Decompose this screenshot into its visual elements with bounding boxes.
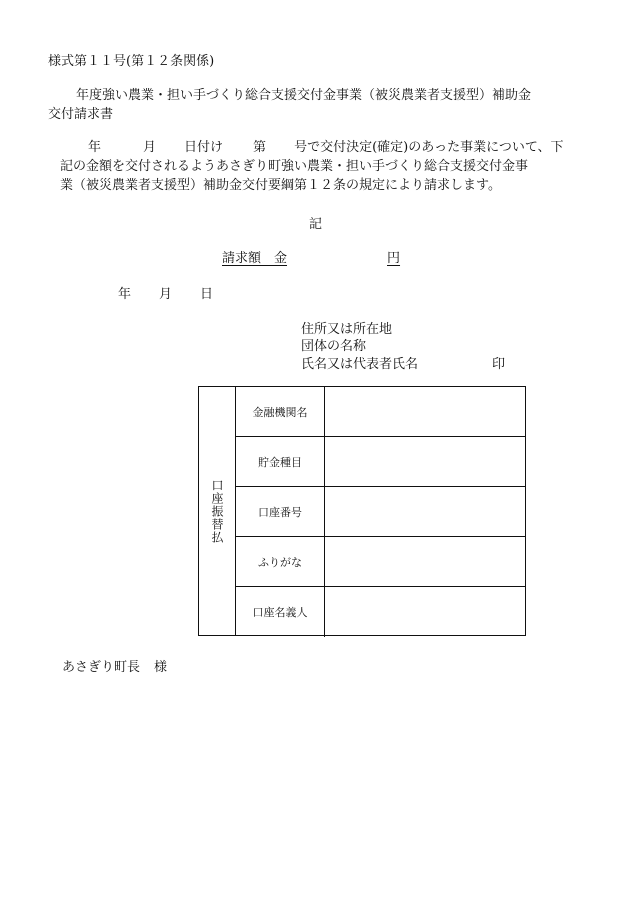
bank-furigana-field[interactable] — [325, 537, 525, 586]
bank-row-institution — [236, 387, 525, 437]
claim-amount-line — [222, 247, 400, 266]
bank-transfer-table — [198, 386, 526, 636]
bank-row-label: 金融機関名 — [236, 387, 325, 436]
bank-transfer-vertical-text: 口座振替払 — [210, 478, 224, 544]
form-number: 様式第１１号(第１２条関係) — [48, 54, 215, 69]
body-line-2: 記の金額を交付されるようあさぎり町強い農業・担い手づくり総合支援交付金事 — [60, 159, 529, 174]
claim-date — [118, 283, 213, 302]
bank-row-furigana — [236, 537, 525, 587]
bank-row-account-number — [236, 487, 525, 537]
body-month: 月 — [143, 140, 157, 155]
applicant-address-label: 住所又は所在地 — [301, 322, 393, 337]
body-dai: 第 — [253, 140, 267, 155]
applicant-name-label: 氏名又は代表者氏名 — [301, 357, 419, 372]
claim-date-month: 月 — [159, 287, 173, 302]
bank-row-label: 口座番号 — [236, 487, 325, 536]
addressee-name: あさぎり町長 — [62, 660, 141, 675]
body-line-1 — [48, 138, 593, 157]
claim-date-day: 日 — [200, 287, 214, 302]
bank-row-label: 貯金種目 — [236, 437, 325, 486]
seal-mark: 印 — [492, 357, 506, 372]
body-paragraph — [48, 138, 593, 195]
body-line-3: 業（被災農業者支援型）補助金交付要綱第１２条の規定により請求します。 — [60, 178, 501, 193]
document-title-line-1: 年度強い農業・担い手づくり総合支援交付金事業（被災農業者支援型）補助金 — [76, 88, 532, 103]
bank-account-type-field[interactable] — [325, 437, 525, 486]
bank-transfer-vertical-label — [199, 387, 236, 635]
bank-row-label: 口座名義人 — [236, 587, 325, 637]
document-title-line-2: 交付請求書 — [48, 107, 114, 122]
claim-date-year: 年 — [118, 287, 132, 302]
body-line-1-rest: 号で交付決定(確定)のあった事業について、下 — [294, 140, 564, 155]
bank-account-holder-field[interactable] — [325, 587, 525, 637]
document-title — [48, 86, 588, 124]
bank-row-label: ふりがな — [236, 537, 325, 586]
addressee — [62, 656, 167, 675]
body-dated: 日付け — [184, 140, 224, 155]
bank-row-account-type — [236, 437, 525, 487]
claim-amount-unit: 円 — [387, 251, 401, 266]
claim-amount-label: 請求額 金 — [222, 251, 288, 266]
body-year: 年 — [88, 140, 102, 155]
ki-heading: 記 — [309, 217, 323, 232]
bank-account-number-field[interactable] — [325, 487, 525, 536]
addressee-honorific: 様 — [154, 660, 168, 675]
bank-row-account-holder — [236, 587, 525, 637]
bank-institution-field[interactable] — [325, 387, 525, 436]
applicant-organization-label: 団体の名称 — [301, 339, 367, 354]
